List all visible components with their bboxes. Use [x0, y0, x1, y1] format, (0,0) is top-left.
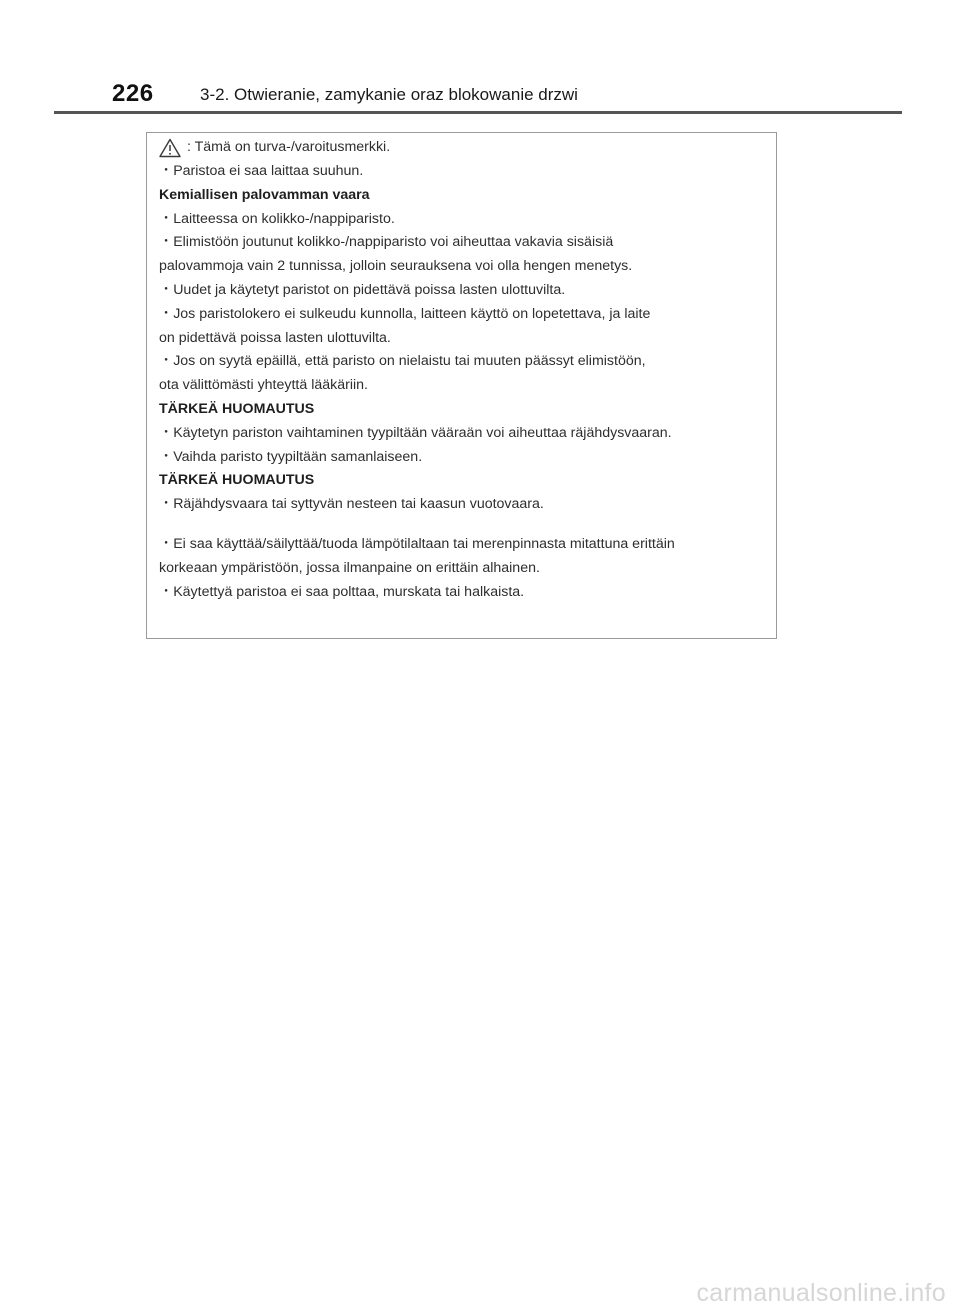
warning-line: ・Ei saa käyttää/säilyttää/tuoda lämpötilaltaan tai merenpinnasta mitattuna erittäin: [159, 535, 675, 552]
warning-line: ・Jos on syytä epäillä, että paristo on nielaistu tai muuten päässyt elimistöön,: [159, 353, 646, 370]
warning-line: on pidettävä poissa lasten ulottuvilta.: [159, 329, 391, 346]
warning-line: ・Paristoa ei saa laittaa suuhun.: [159, 163, 364, 179]
warning-box: [146, 132, 777, 639]
warning-symbol-text: : Tämä on turva-/varoitusmerkki.: [187, 139, 391, 156]
warning-line: korkeaan ympäristöön, jossa ilmanpaine on erittäin alhainen.: [159, 559, 540, 576]
warning-box-content: [159, 136, 771, 604]
section-title: 3-2. Otwieranie, zamykanie oraz blokowanie drzwi: [200, 85, 578, 104]
header-divider: [54, 111, 902, 114]
warning-line: ・Laitteessa on kolikko-/nappiparisto.: [159, 210, 395, 227]
warning-line: ・Vaihda paristo tyypiltään samanlaiseen.: [159, 448, 423, 465]
warning-line: ・Jos paristolokero ei sulkeudu kunnolla, laitteen käyttö on lopetettava, ja laite: [159, 305, 651, 322]
warning-line: ・Käytettyä paristoa ei saa polttaa, murskata tai halkaista.: [159, 583, 525, 600]
warning-line: ・Käytetyn pariston vaihtaminen tyypiltään vääraän voi aiheuttaa räjähdysvaaran.: [159, 424, 672, 441]
warning-heading: Kemiallisen palovamman vaara: [159, 186, 370, 203]
site-watermark: carmanualsonline.info: [696, 1279, 946, 1307]
warning-line: palovammoja vain 2 tunnissa, jolloin seurauksena voi olla hengen menetys.: [159, 258, 633, 275]
warning-triangle-icon: [159, 138, 181, 158]
warning-line: ・Uudet ja käytetyt paristot on pidettävä poissa lasten ulottuvilta.: [159, 281, 566, 298]
page-number: 226: [112, 80, 154, 107]
warning-spacer: [159, 517, 771, 533]
warning-symbol-line: [159, 136, 771, 160]
warning-line: ・Elimistöön joutunut kolikko-/nappiparisto voi aiheuttaa vakavia sisäisiä: [159, 234, 614, 251]
warning-line: ・Räjähdysvaara tai syttyvän nesteen tai kaasun vuotovaara.: [159, 496, 544, 513]
warning-line: ota välittömästi yhteyttä lääkäriin.: [159, 377, 368, 394]
warning-heading: TÄRKEÄ HUOMAUTUS: [159, 400, 315, 417]
warning-heading: TÄRKEÄ HUOMAUTUS: [159, 472, 315, 489]
